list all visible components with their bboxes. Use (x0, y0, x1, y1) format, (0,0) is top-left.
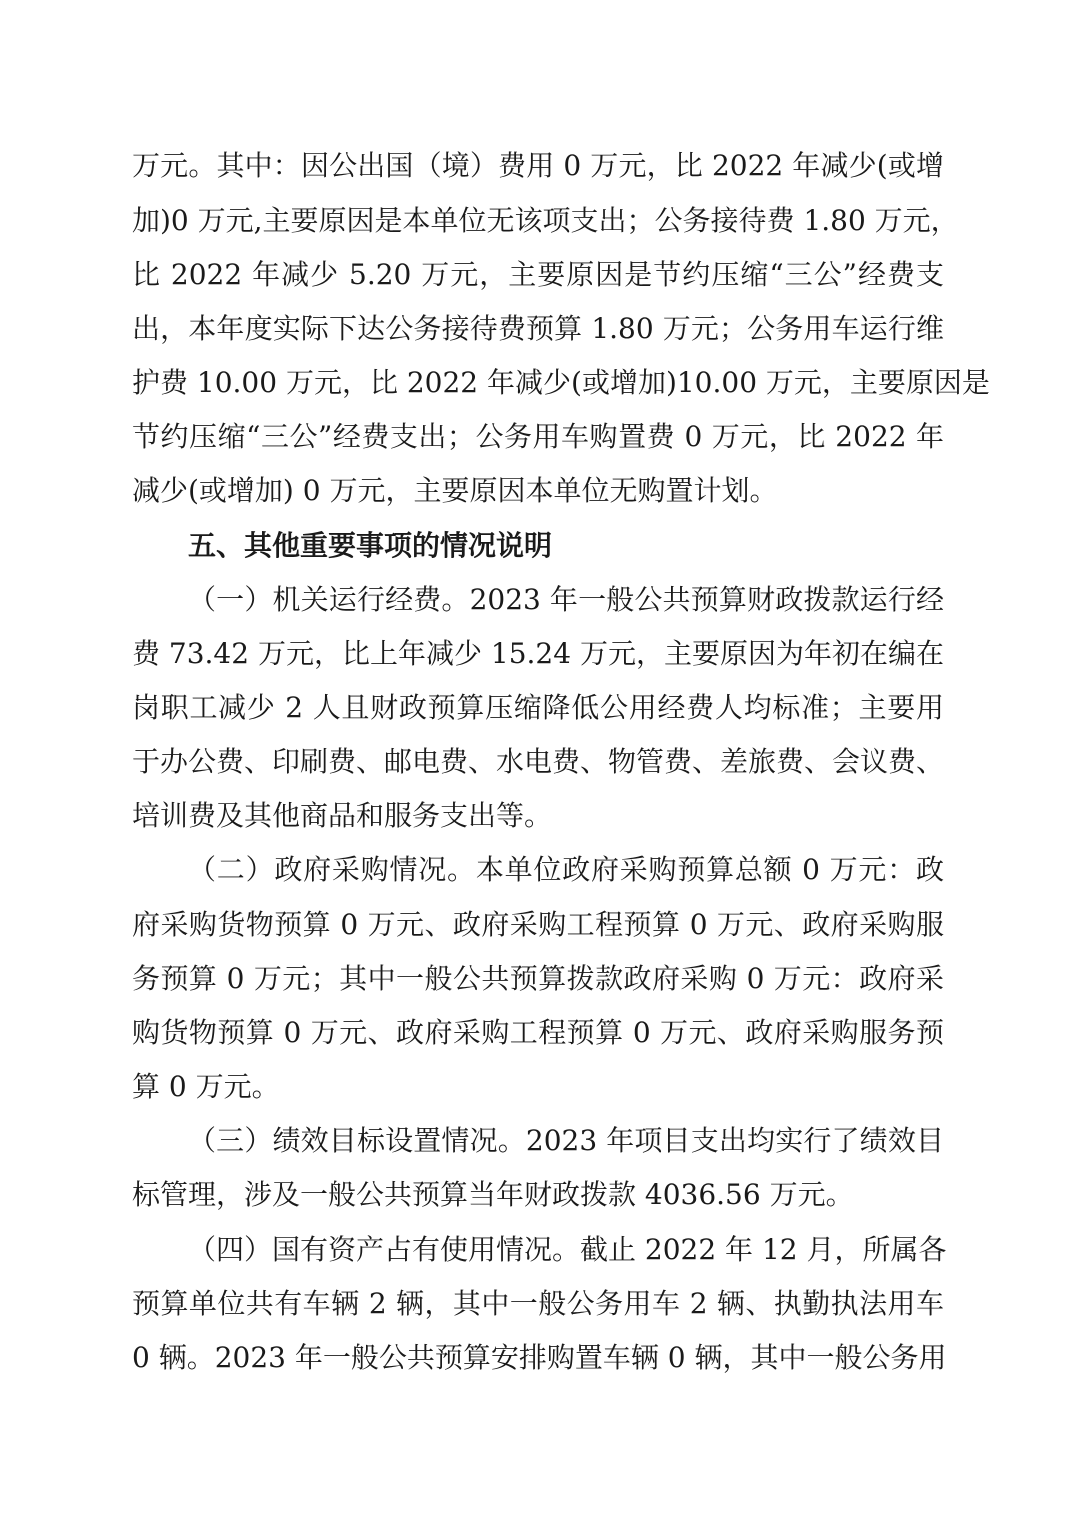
text-line: 标管理，涉及一般公共预算当年财政拨款 4036.56 万元。 (132, 1178, 854, 1211)
text-line: 减少(或增加) 0 万元，主要原因本单位无购置计划。 (132, 474, 778, 507)
text-line: 加)0 万元,主要原因是本单位无该项支出；公务接待费 1.80 万元， (132, 204, 959, 237)
text-line: 府采购货物预算 0 万元、政府采购工程预算 0 万元、政府采购服 (132, 908, 944, 941)
text-line: 培训费及其他商品和服务支出等。 (132, 799, 553, 832)
text-line: 节约压缩“三公”经费支出；公务用车购置费 0 万元，比 2022 年 (132, 420, 944, 453)
text-line: 岗职工减少 2 人且财政预算压缩降低公用经费人均标准；主要用 (132, 691, 944, 724)
text-line: 预算单位共有车辆 2 辆，其中一般公务用车 2 辆、执勤执法用车 (132, 1287, 944, 1320)
text-line: 出，本年度实际下达公务接待费预算 1.80 万元；公务用车运行维 (132, 312, 944, 345)
paragraph-first-line: （三）绩效目标设置情况。2023 年项目支出均实行了绩效目 (188, 1124, 944, 1157)
text-line: 算 0 万元。 (132, 1070, 280, 1103)
paragraph-first-line: （二）政府采购情况。本单位政府采购预算总额 0 万元：政 (188, 853, 944, 886)
text-line: 购货物预算 0 万元、政府采购工程预算 0 万元、政府采购服务预 (132, 1016, 944, 1049)
paragraph-first-line: （一）机关运行经费。2023 年一般公共预算财政拨款运行经 (188, 583, 944, 616)
text-line: 费 73.42 万元，比上年减少 15.24 万元，主要原因为年初在编在 (132, 637, 944, 670)
text-line: 护费 10.00 万元，比 2022 年减少(或增加)10.00 万元，主要原因是 (132, 366, 990, 399)
text-line: 比 2022 年减少 5.20 万元，主要原因是节约压缩“三公”经费支 (132, 258, 944, 291)
text-line: 0 辆。2023 年一般公共预算安排购置车辆 0 辆，其中一般公务用 (132, 1341, 947, 1374)
text-line: 务预算 0 万元；其中一般公共预算拨款政府采购 0 万元：政府采 (132, 962, 944, 995)
text-line: 于办公费、印刷费、邮电费、水电费、物管费、差旅费、会议费、 (132, 745, 945, 778)
paragraph-first-line: （四）国有资产占有使用情况。截止 2022 年 12 月，所属各 (188, 1233, 947, 1266)
text-line: 万元。其中：因公出国（境）费用 0 万元，比 2022 年减少(或增 (132, 149, 944, 182)
section-heading: 五、其他重要事项的情况说明 (188, 529, 553, 562)
